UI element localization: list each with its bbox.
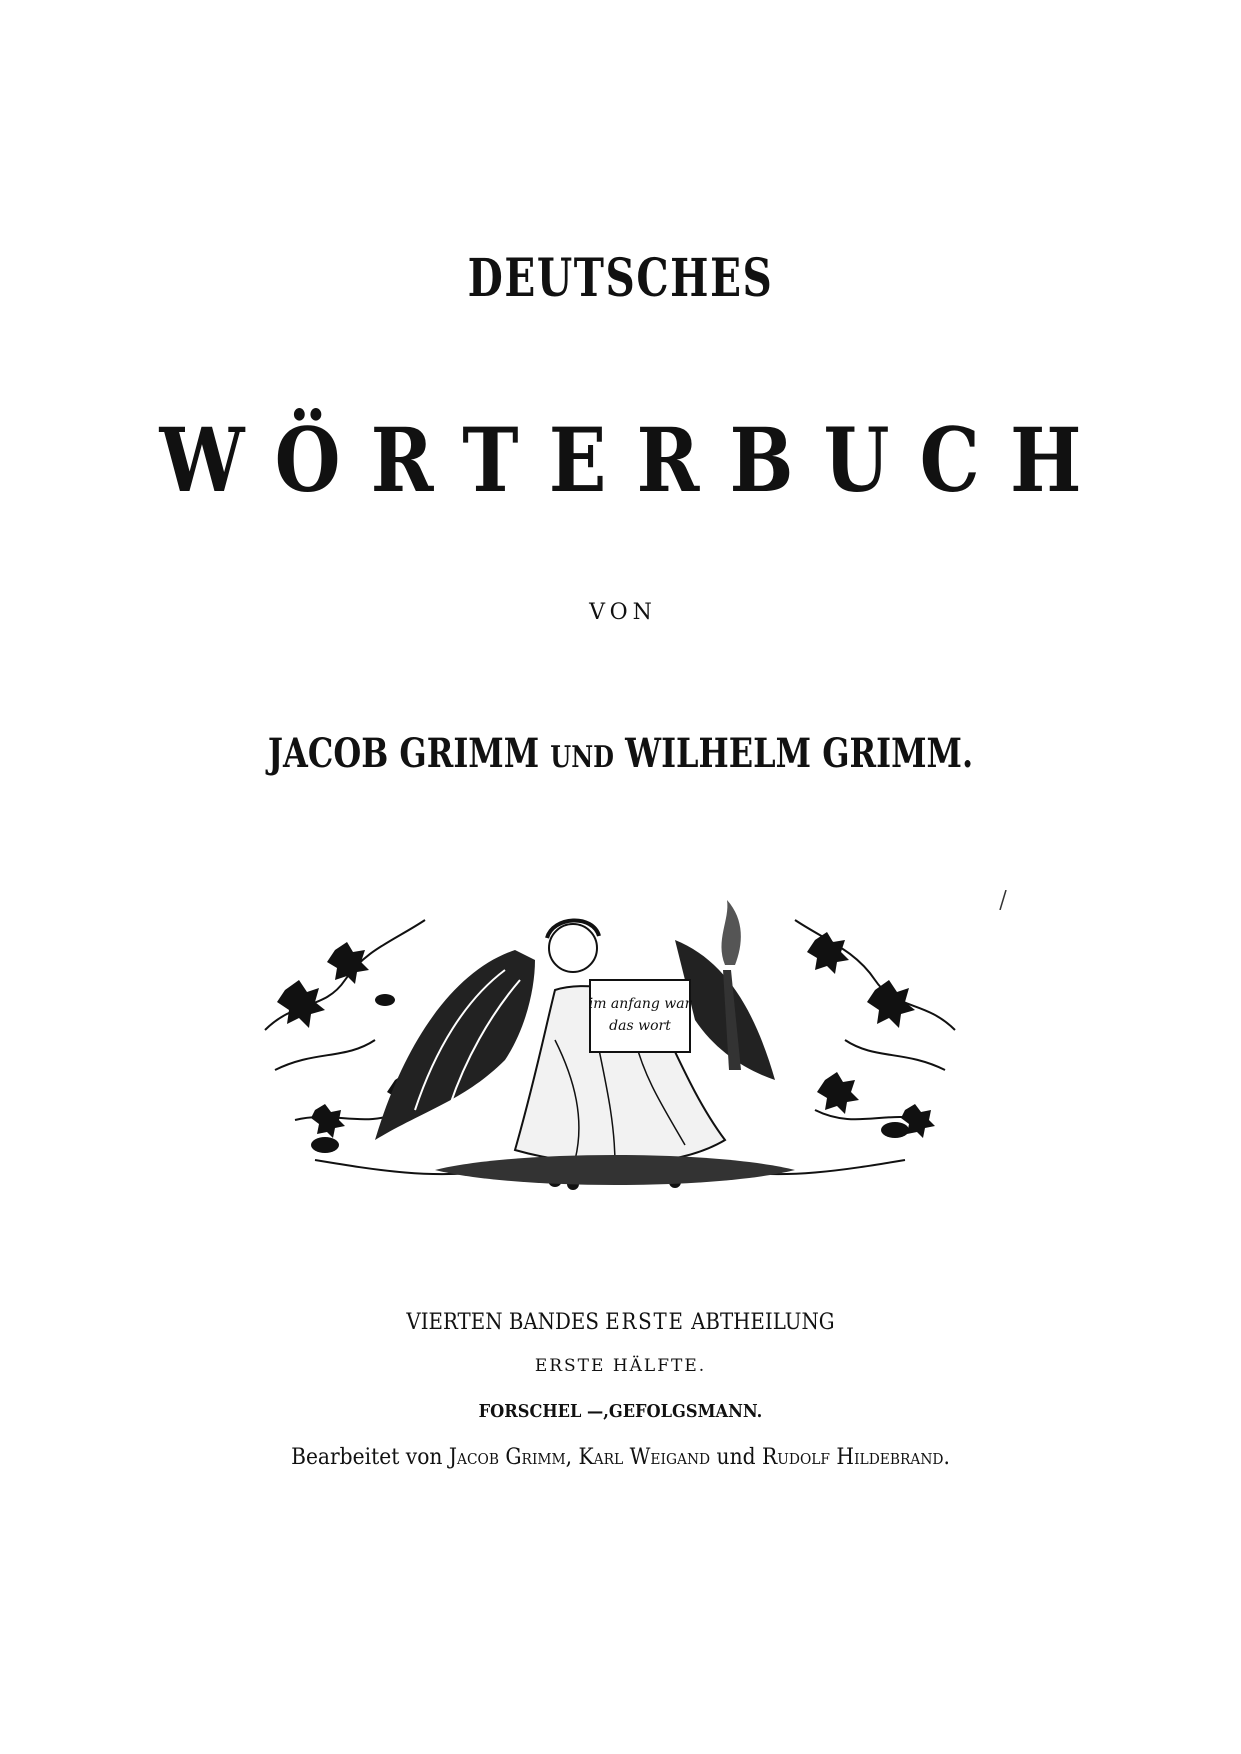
half-line: ERSTE HÄLFTE.	[534, 1356, 707, 1376]
author-jacob: JACOB GRIMM	[267, 730, 540, 777]
editors-und: und	[716, 1445, 756, 1470]
editors-prefix: Bearbeitet von	[291, 1445, 443, 1470]
stray-mark-icon	[998, 890, 1008, 910]
volume-part3: ABTHEILUNG	[691, 1310, 835, 1335]
editors-line	[50, 1445, 1192, 1470]
tablet-text-line2: das wort	[609, 1018, 671, 1034]
volume-part1: VIERTEN BANDES	[406, 1310, 599, 1335]
title-line-2: WÖRTERBUCH	[159, 408, 1112, 512]
editor-jacob: Jacob Grimm	[448, 1445, 566, 1470]
title-line-1: DEUTSCHES	[467, 248, 774, 309]
editor-rudolf: Rudolf Hildebrand.	[762, 1445, 950, 1470]
author-wilhelm: WILHELM GRIMM.	[625, 730, 974, 777]
authors-und: UND	[550, 740, 614, 775]
volume-part2: ERSTE	[605, 1310, 685, 1335]
tablet-text-line1: im anfang war	[588, 996, 692, 1012]
editors-sep: ,	[565, 1445, 573, 1470]
von-label: VON	[589, 600, 657, 625]
angel-vignette-icon	[255, 880, 975, 1200]
range-line: FORSCHEL —,GEFOLGSMANN.	[478, 1401, 763, 1422]
editor-karl: Karl Weigand	[578, 1445, 711, 1470]
authors-line	[124, 730, 1117, 777]
volume-line	[62, 1310, 1179, 1335]
